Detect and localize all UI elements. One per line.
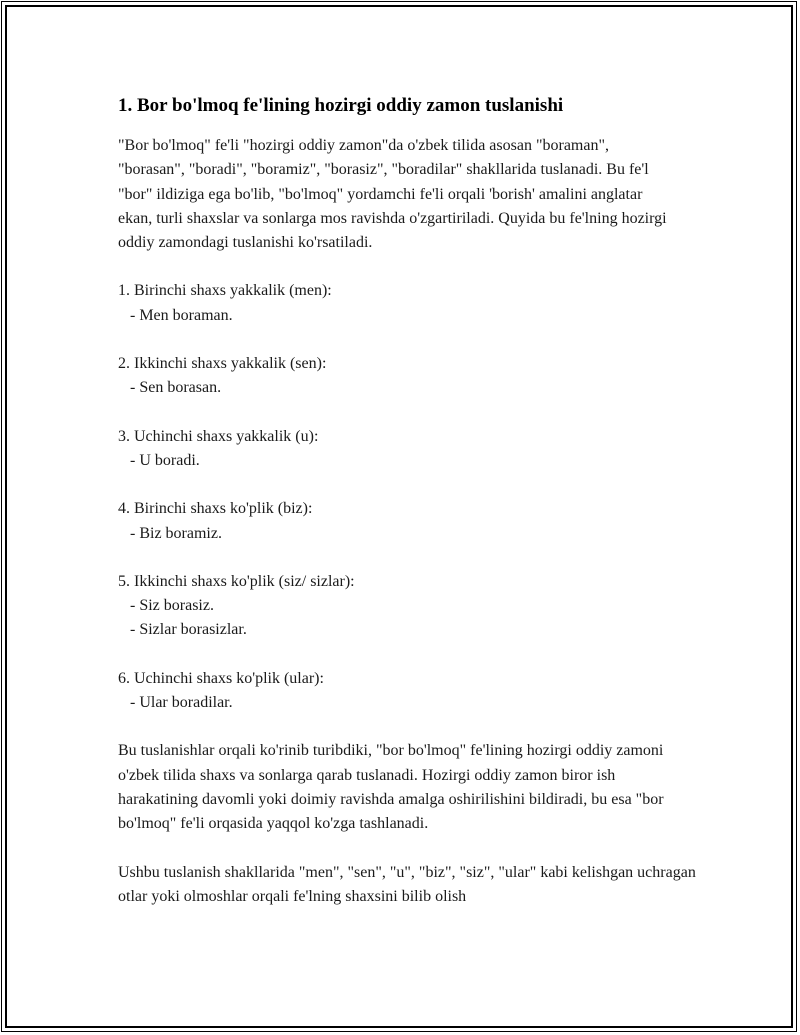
list-item-example: - Men boraman.: [130, 306, 233, 324]
list-item-title: 3. Uchinchi shaxs yakkalik (u):: [118, 427, 319, 445]
closing-paragraph: Ushbu tuslanish shakllarida "men", "sen", "u", "biz", "siz", "ular" kabi kelishgan uchragan otlar yoki olmoshlar orqali fe'lning shaxsini bilib olish: [118, 863, 696, 905]
conjugation-list: [118, 279, 698, 715]
list-item: [118, 667, 698, 716]
list-item-title: 4. Birinchi shaxs ko'plik (biz):: [118, 500, 313, 518]
list-item: [118, 352, 698, 401]
intro-paragraph: "Bor bo'lmoq" fe'li "hozirgi oddiy zamon"da o'zbek tilida asosan "boraman", "borasan", "boradi", "boramiz", "borasiz", "boradilar" shakllarida tuslanadi. Bu fe'l "bor" ildiziga ega bo'lib, "bo'lmoq" yordamchi fe'li orqali 'borish' amalini anglatar ekan, turli shaxslar va sonlarga mos ravishda o'zgartiriladi. Quyida bu fe'lning hozirgi oddiy zamondagi tuslanishi ko'rsatiladi.: [118, 137, 667, 252]
list-item-example: - Biz boramiz.: [130, 524, 222, 542]
list-item-title: 1. Birinchi shaxs yakkalik (men):: [118, 282, 332, 300]
list-item: [118, 279, 698, 328]
list-item-example: - Sizlar borasizlar.: [130, 621, 247, 639]
list-item-example: - Sen borasan.: [130, 379, 222, 397]
section-heading: 1. Bor bo'lmoq fe'lining hozirgi oddiy zamon tuslanishi: [118, 95, 564, 116]
list-item-example: - U boradi.: [130, 451, 200, 469]
list-item: [118, 497, 698, 546]
list-item-title: 6. Uchinchi shaxs ko'plik (ular):: [118, 669, 324, 687]
list-item: [118, 425, 698, 474]
list-item-example: - Ular boradilar.: [130, 694, 233, 712]
list-item-title: 5. Ikkinchi shaxs ko'plik (siz/ sizlar):: [118, 572, 355, 590]
list-item: [118, 570, 698, 643]
list-item-title: 2. Ikkinchi shaxs yakkalik (sen):: [118, 355, 327, 373]
document-body: [118, 92, 698, 909]
list-item-example: - Siz borasiz.: [130, 597, 214, 615]
summary-paragraph: Bu tuslanishlar orqali ko'rinib turibdiki, "bor bo'lmoq" fe'lining hozirgi oddiy zamoni o'zbek tilida shaxs va sonlarga qarab tuslanadi. Hozirgi oddiy zamon biror ish harakatining davomli yoki doimiy ravishda amalga oshirilishini bildiradi, bu esa "bor bo'lmoq" fe'li orqasida yaqqol ko'zga tashlanadi.: [118, 742, 664, 833]
